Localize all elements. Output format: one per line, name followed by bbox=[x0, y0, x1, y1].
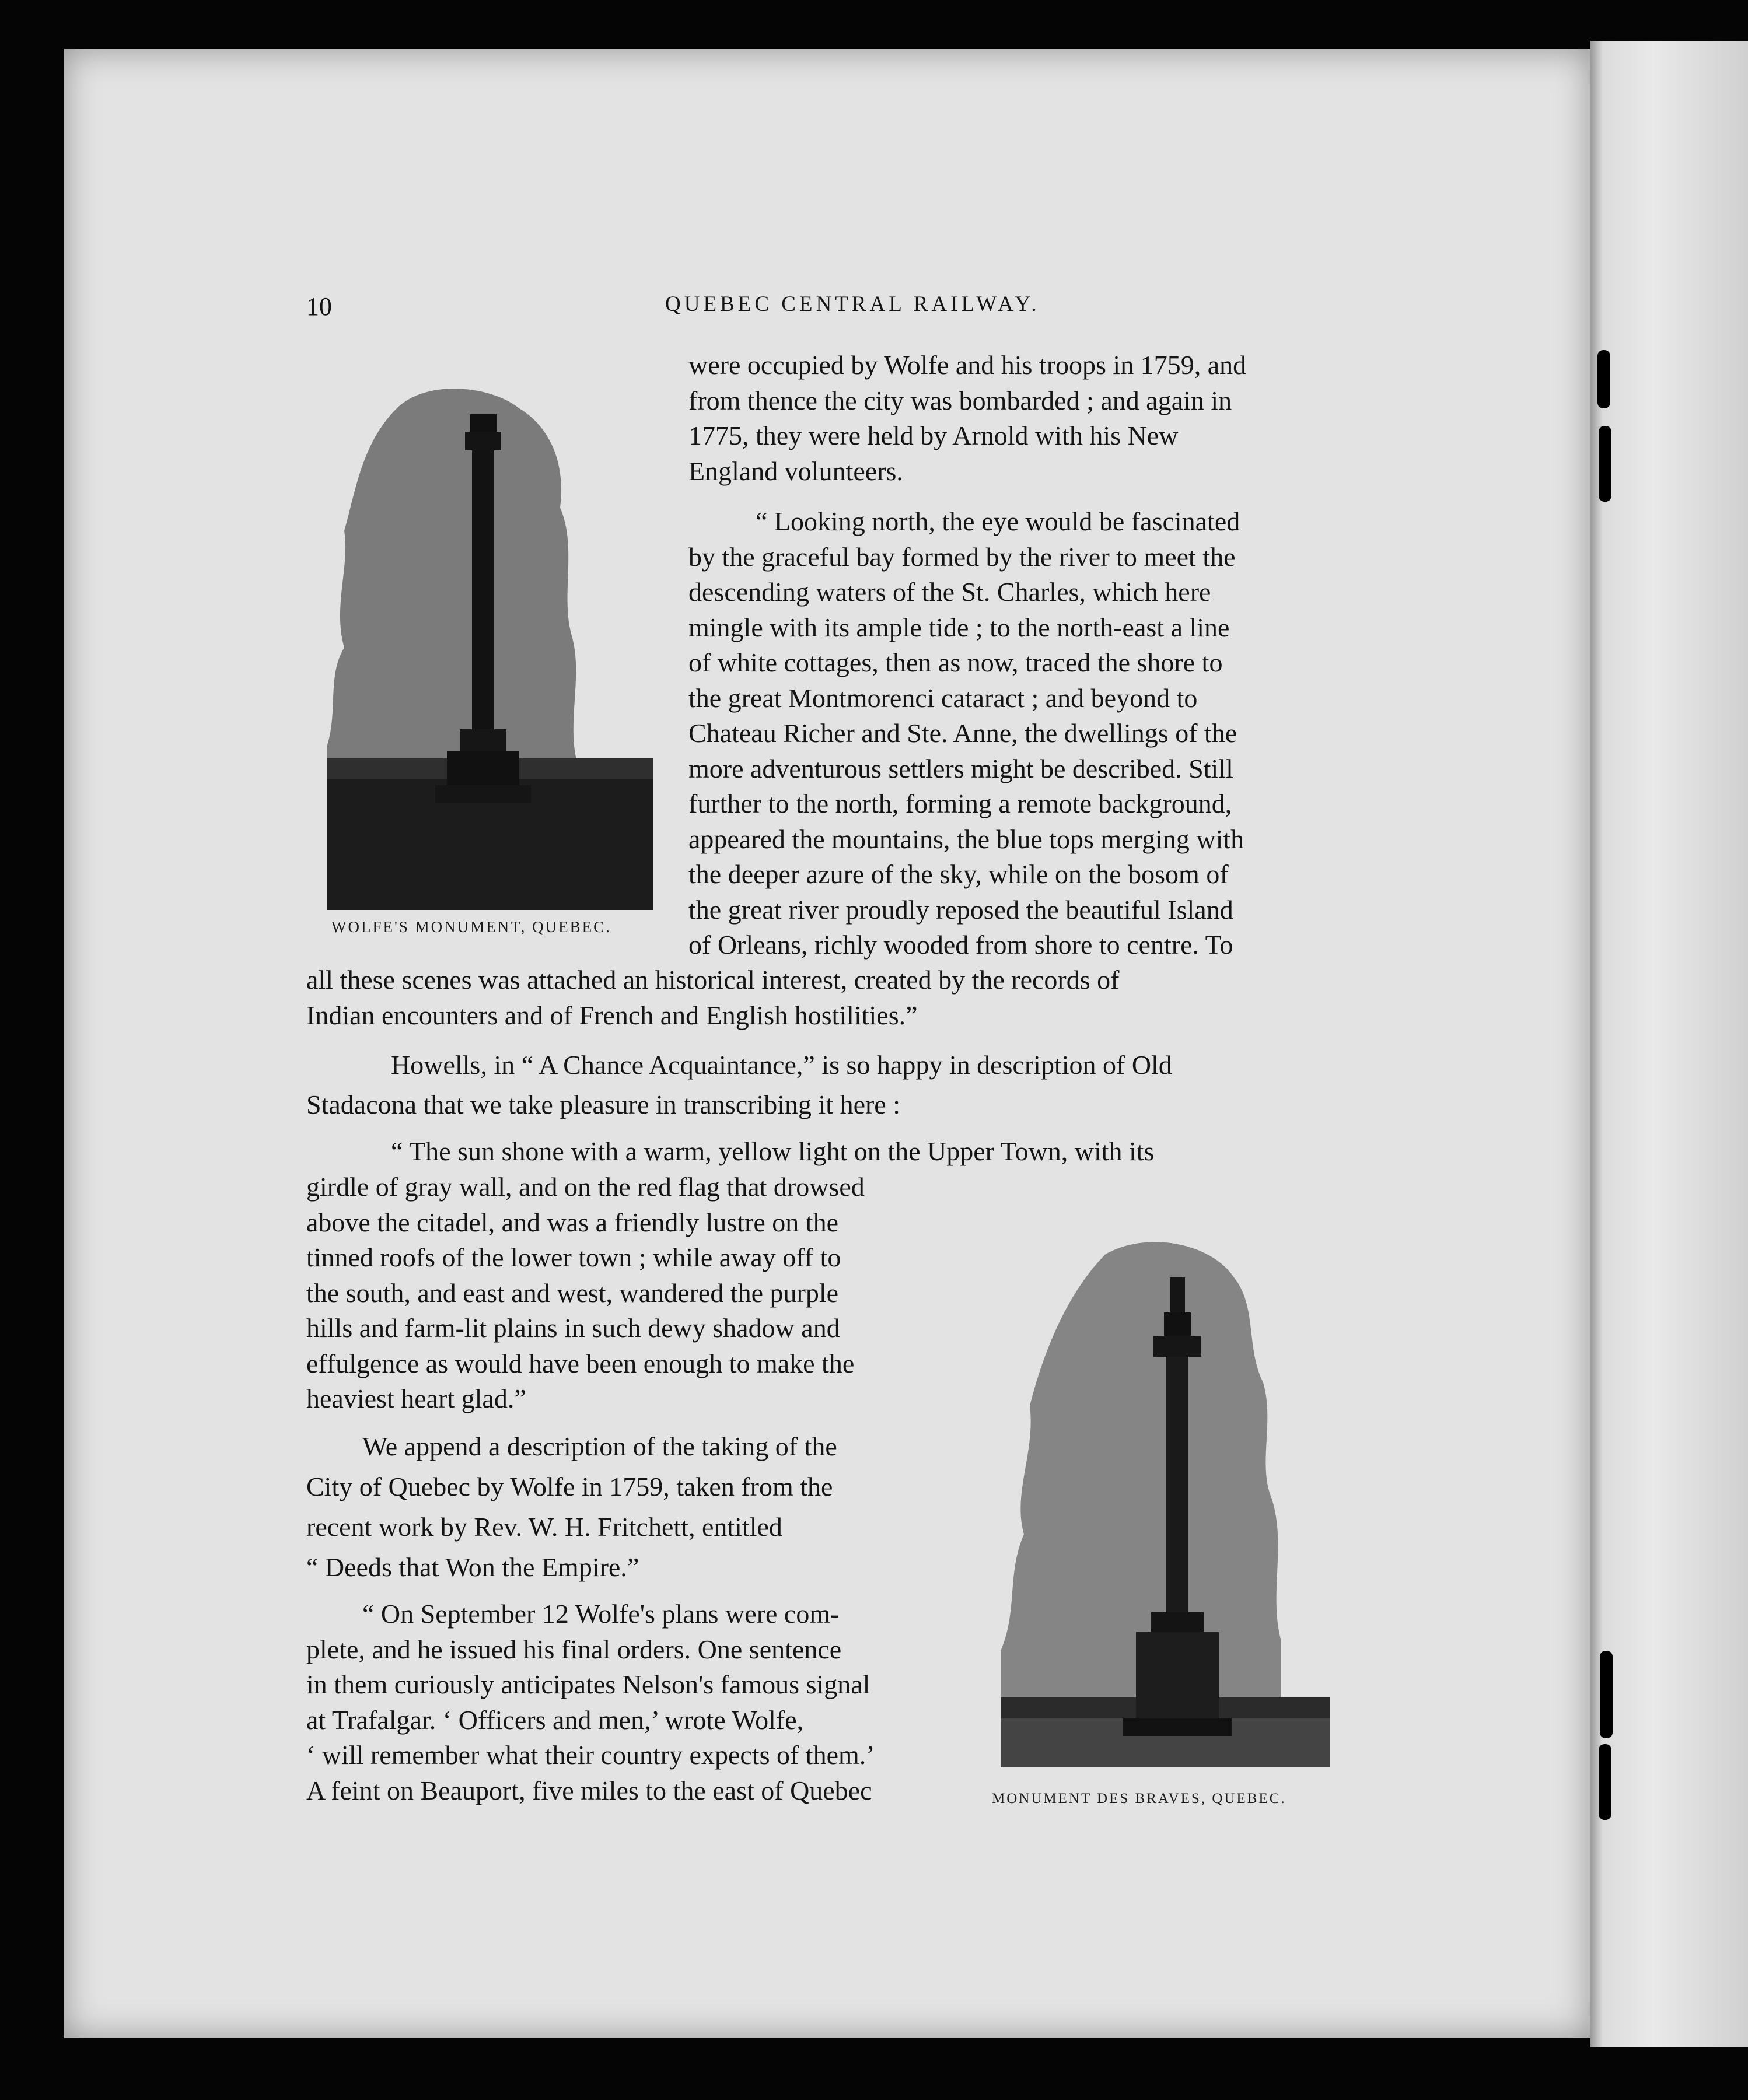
text-line: We append a description of the taking of the bbox=[362, 1432, 837, 1461]
text-line: mingle with its ample tide ; to the north-east a line bbox=[688, 612, 1230, 642]
text-line: tinned roofs of the lower town ; while away off to bbox=[306, 1242, 841, 1272]
text-line: the great river proudly reposed the beautiful Island bbox=[688, 894, 1233, 925]
text-line: City of Quebec by Wolfe in 1759, taken from the bbox=[306, 1472, 833, 1502]
paragraph-4 bbox=[306, 1170, 971, 1417]
paragraph-5 bbox=[306, 1426, 971, 1587]
text-line: heaviest heart glad.” bbox=[306, 1384, 526, 1413]
text-line: England volunteers. bbox=[688, 456, 903, 486]
text-line: hills and farm-lit plains in such dewy shadow and bbox=[306, 1313, 840, 1343]
text-line: more adventurous settlers might be described. Still bbox=[688, 753, 1233, 783]
text-line: A feint on Beauport, five miles to the east of Quebec bbox=[306, 1775, 872, 1805]
running-head: QUEBEC CENTRAL RAILWAY. bbox=[665, 292, 1040, 316]
staple-mark bbox=[1597, 350, 1610, 408]
text-line: from thence the city was bombarded ; and again in bbox=[688, 385, 1232, 415]
text-line: Howells, in “ A Chance Acquaintance,” is so happy in description of Old bbox=[391, 1050, 1172, 1080]
paragraph-2-continued bbox=[306, 963, 1358, 1033]
text-line: plete, and he issued his final orders. One sentence bbox=[306, 1634, 842, 1664]
text-line: in them curiously anticipates Nelson's famous signal bbox=[306, 1670, 870, 1699]
staple-mark bbox=[1599, 1744, 1611, 1820]
paragraph-3 bbox=[306, 1045, 1358, 1125]
text-line: “ On September 12 Wolfe's plans were com- bbox=[362, 1599, 840, 1629]
wolfe-monument-caption: WOLFE'S MONUMENT, QUEBEC. bbox=[331, 918, 611, 936]
text-line: Indian encounters and of French and English hostilities.” bbox=[306, 1000, 918, 1030]
text-line: recent work by Rev. W. H. Fritchett, entitled bbox=[306, 1512, 782, 1542]
text-line: girdle of gray wall, and on the red flag that drowsed bbox=[306, 1172, 865, 1202]
text-line: effulgence as would have been enough to make the bbox=[306, 1348, 855, 1378]
text-line: ‘ will remember what their country expects of them.’ bbox=[306, 1740, 875, 1770]
staple-mark bbox=[1600, 1651, 1613, 1738]
paragraph-6 bbox=[306, 1597, 971, 1808]
text-line: further to the north, forming a remote background, bbox=[688, 789, 1232, 818]
text-line: “ The sun shone with a warm, yellow light on the Upper Town, with its bbox=[391, 1136, 1155, 1166]
paragraph-1 bbox=[688, 348, 1358, 489]
text-line: “ Looking north, the eye would be fascinated bbox=[756, 506, 1240, 536]
paragraph-4-opening bbox=[306, 1134, 1358, 1170]
paragraph-2 bbox=[688, 504, 1358, 963]
page-number: 10 bbox=[306, 292, 332, 321]
braves-monument-caption: MONUMENT DES BRAVES, QUEBEC. bbox=[992, 1791, 1286, 1807]
braves-monument-photo bbox=[1001, 1231, 1330, 1768]
text-line: descending waters of the St. Charles, which here bbox=[688, 577, 1211, 607]
staple-mark bbox=[1599, 426, 1611, 502]
text-line: the south, and east and west, wandered the purple bbox=[306, 1278, 839, 1308]
text-line: the great Montmorenci cataract ; and beyond to bbox=[688, 682, 1198, 713]
book-gutter bbox=[1590, 41, 1748, 2048]
text-line: of Orleans, richly wooded from shore to centre. To bbox=[688, 930, 1233, 960]
text-line: of white cottages, then as now, traced the shore to bbox=[688, 648, 1223, 677]
text-line: 1775, they were held by Arnold with his New bbox=[688, 421, 1179, 450]
text-line: appeared the mountains, the blue tops merging with bbox=[688, 824, 1244, 854]
text-line: the deeper azure of the sky, while on the bosom of bbox=[688, 859, 1229, 889]
text-line: Stadacona that we take pleasure in transcribing it here : bbox=[306, 1090, 900, 1119]
text-line: at Trafalgar. ‘ Officers and men,’ wrote Wolfe, bbox=[306, 1704, 804, 1735]
text-line: Chateau Richer and Ste. Anne, the dwellings of the bbox=[688, 718, 1237, 748]
text-line: “ Deeds that Won the Empire.” bbox=[306, 1552, 639, 1582]
text-line: all these scenes was attached an historical interest, created by the records of bbox=[306, 965, 1120, 995]
text-line: by the graceful bay formed by the river to meet the bbox=[688, 541, 1236, 572]
wolfe-monument-photo bbox=[327, 373, 653, 910]
text-line: were occupied by Wolfe and his troops in 1759, and bbox=[688, 350, 1247, 380]
text-line: above the citadel, and was a friendly lustre on the bbox=[306, 1207, 839, 1237]
